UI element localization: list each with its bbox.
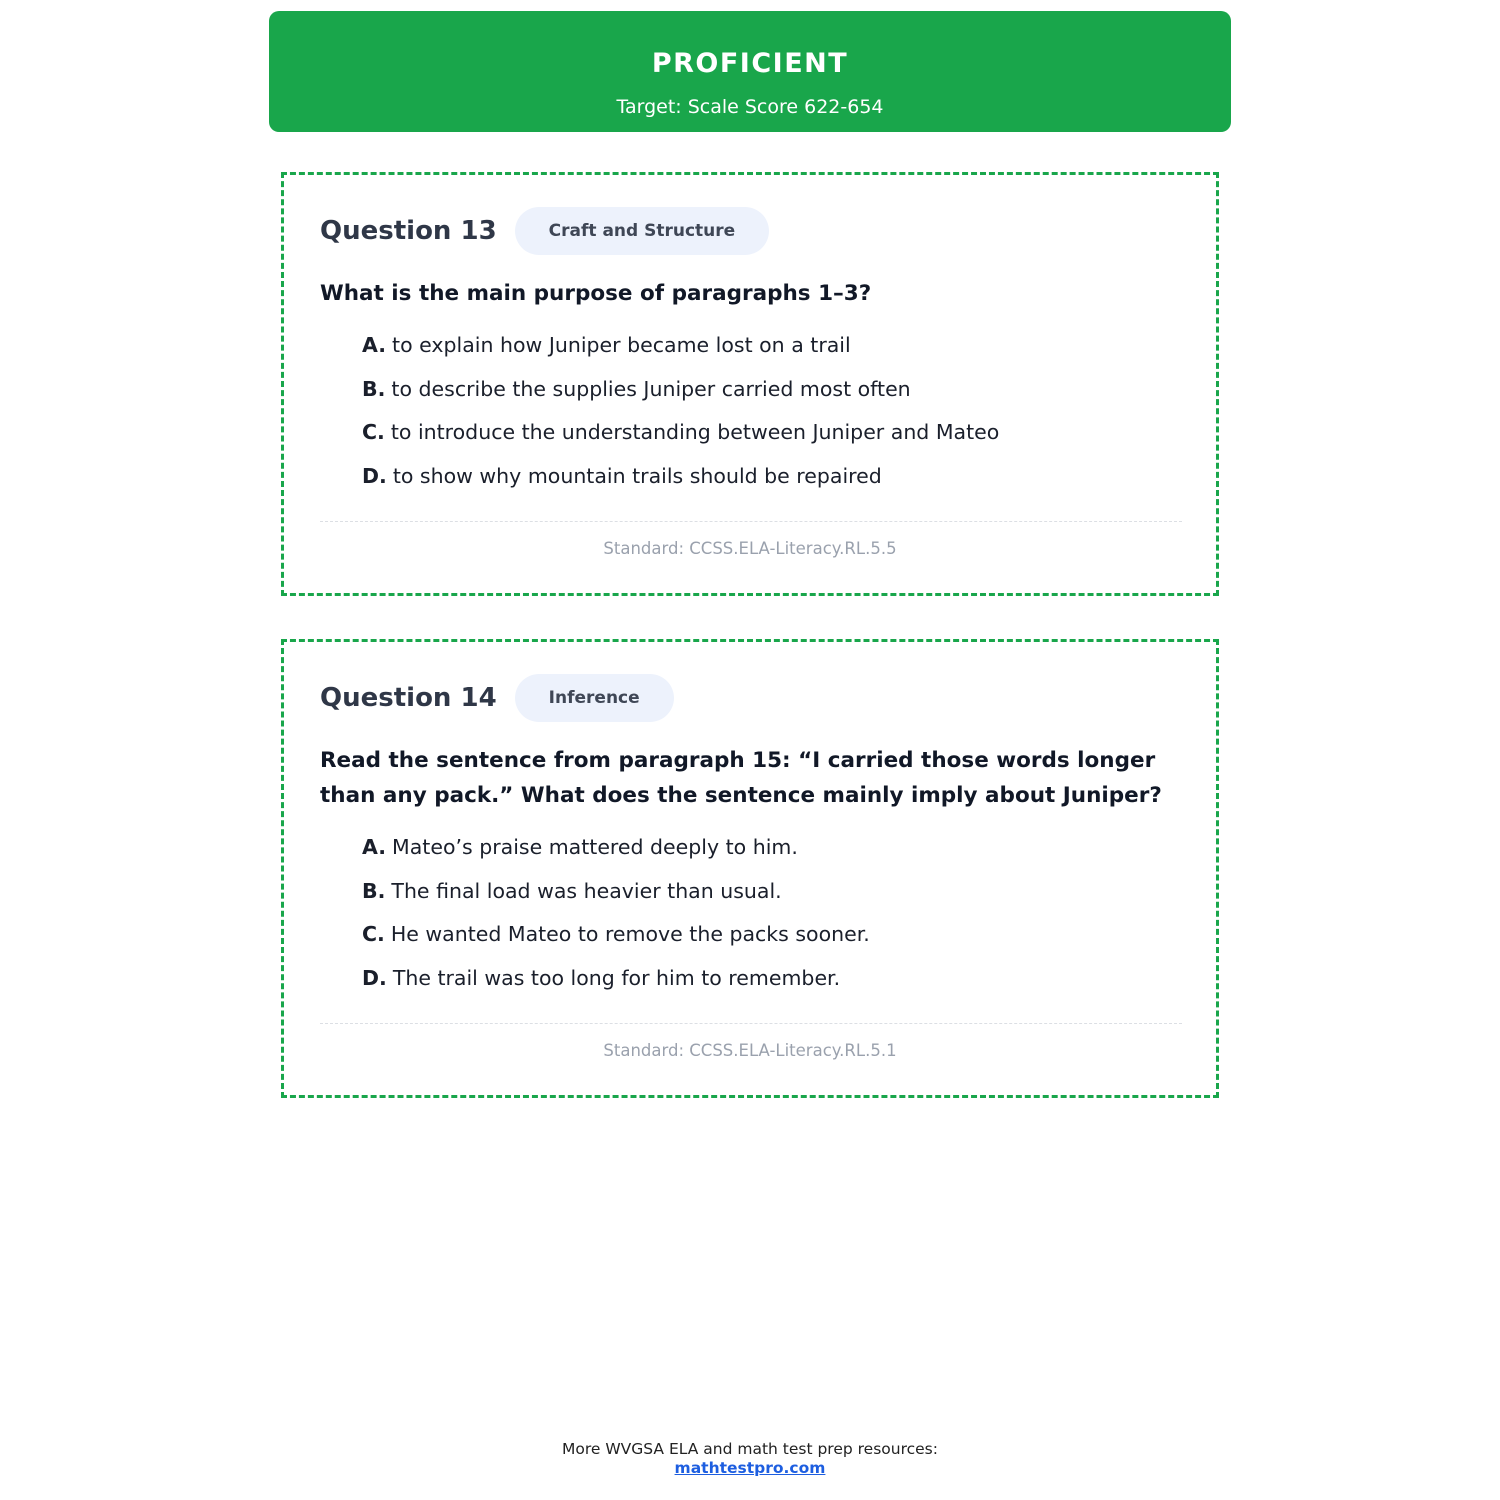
option-letter: B. — [362, 376, 386, 401]
question-prompt: What is the main purpose of paragraphs 1–3? — [320, 281, 872, 306]
footer — [0, 1440, 1500, 1478]
skill-tag: Craft and Structure — [515, 207, 770, 255]
divider — [320, 521, 1182, 522]
option-letter: B. — [362, 878, 386, 903]
answer-option-c[interactable] — [362, 920, 870, 964]
level-banner — [269, 11, 1231, 132]
option-text: to explain how Juniper became lost on a trail — [392, 333, 851, 357]
option-letter: C. — [362, 922, 385, 947]
answer-option-b[interactable] — [362, 877, 870, 921]
question-header — [320, 206, 769, 256]
option-text: to show why mountain trails should be repaired — [392, 464, 882, 489]
footer-link[interactable]: mathtestpro.com — [674, 1459, 826, 1477]
answer-options — [362, 331, 999, 506]
question-title: Question 14 — [320, 683, 497, 713]
option-letter: C. — [362, 420, 385, 445]
option-text: Mateo’s praise mattered deeply to him. — [392, 835, 798, 859]
option-text: to introduce the understanding between Juniper and Mateo — [390, 420, 1000, 445]
skill-tag: Inference — [515, 674, 674, 722]
question-header — [320, 673, 674, 723]
standard-label: Standard: CCSS.ELA-Literacy.RL.5.1 — [603, 1041, 897, 1060]
answer-option-c[interactable] — [362, 418, 999, 462]
answer-option-a[interactable] — [362, 331, 999, 375]
option-letter: D. — [362, 464, 387, 489]
question-prompt: Read the sentence from paragraph 15: “I carried those words longer than any pack.” What does the sentence mainly imply about Juniper? — [320, 748, 1162, 808]
option-letter: A. — [362, 835, 387, 859]
question-title: Question 13 — [320, 216, 497, 246]
option-letter: A. — [362, 333, 387, 357]
footer-text: More WVGSA ELA and math test prep resources: — [562, 1440, 938, 1458]
option-text: He wanted Mateo to remove the packs sooner. — [390, 922, 870, 947]
answer-option-d[interactable] — [362, 964, 870, 1008]
banner-title: PROFICIENT — [651, 48, 849, 79]
answer-option-b[interactable] — [362, 375, 999, 419]
option-letter: D. — [362, 966, 387, 991]
question-card — [281, 639, 1219, 1098]
answer-option-a[interactable] — [362, 833, 870, 877]
divider — [320, 1023, 1182, 1024]
option-text: to describe the supplies Juniper carried most often — [391, 376, 911, 401]
question-card — [281, 172, 1219, 596]
standard-label: Standard: CCSS.ELA-Literacy.RL.5.5 — [603, 539, 897, 558]
option-text: The final load was heavier than usual. — [391, 878, 782, 903]
answer-option-d[interactable] — [362, 462, 999, 506]
answer-options — [362, 833, 870, 1008]
banner-subtitle: Target: Scale Score 622-654 — [616, 96, 884, 118]
option-text: The trail was too long for him to remember. — [392, 966, 841, 991]
